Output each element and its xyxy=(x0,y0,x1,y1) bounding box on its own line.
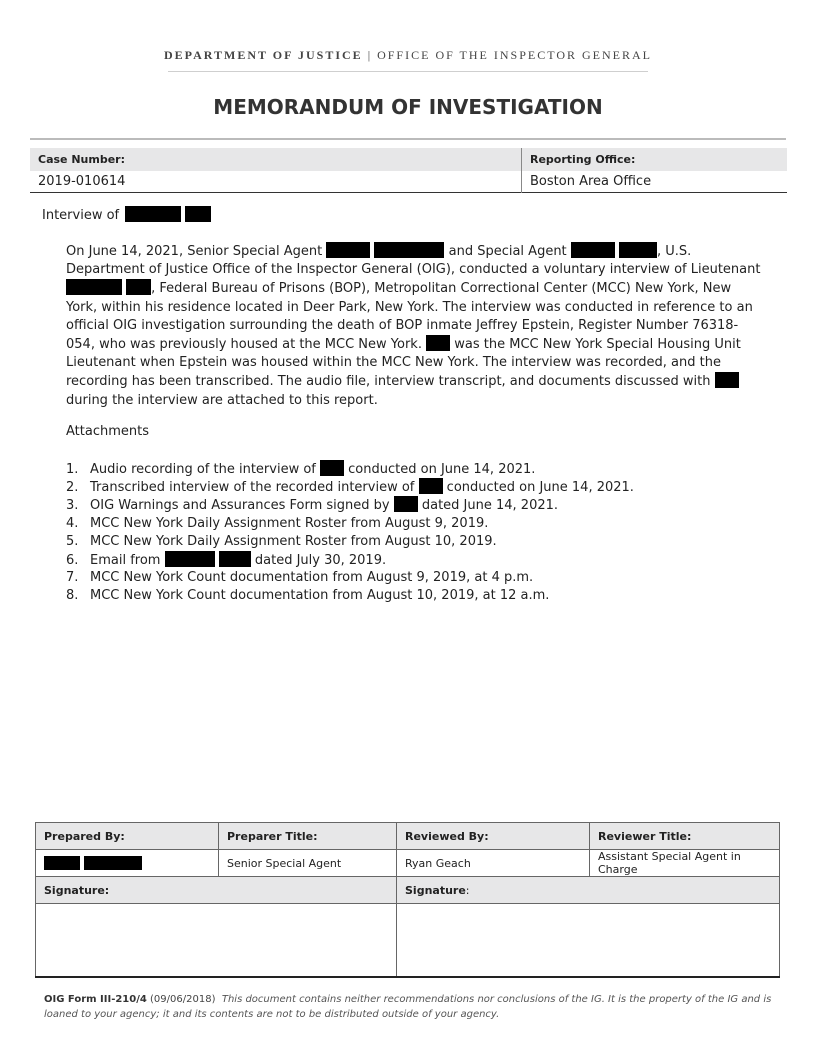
redaction-box xyxy=(426,335,450,351)
list-number: 1. xyxy=(66,462,79,477)
list-number: 8. xyxy=(66,588,79,604)
redaction-box xyxy=(394,496,418,512)
list-text: conducted on June 14, 2021. xyxy=(446,480,634,496)
list-text: MCC New York Count documentation from August 10, 2019, at 12 a.m. xyxy=(90,588,550,604)
redaction-box xyxy=(44,856,80,870)
title-divider xyxy=(30,138,786,140)
list-text: Transcribed interview of the recorded interview of xyxy=(90,480,415,496)
list-item xyxy=(66,533,766,551)
prepared-by-label: Prepared By: xyxy=(36,823,219,850)
redaction-box xyxy=(126,279,151,295)
list-text: dated June 14, 2021. xyxy=(421,498,559,514)
list-item xyxy=(66,551,766,569)
redaction-box xyxy=(66,279,122,295)
attachments-heading: Attachments xyxy=(66,424,149,439)
redaction-box xyxy=(619,242,657,258)
signature-label-text: Signature xyxy=(405,883,466,897)
redaction-box xyxy=(374,242,444,258)
body-paragraph xyxy=(66,242,766,410)
list-item xyxy=(66,569,766,587)
list-number: 7. xyxy=(66,570,79,586)
reviewer-title-value: Assistant Special Agent in Charge xyxy=(590,850,780,877)
interview-subject xyxy=(42,206,211,223)
preparer-title-label: Preparer Title: xyxy=(219,823,397,850)
redaction-box xyxy=(419,478,443,494)
body-text: , Federal Bureau of Prisons (BOP), Metropolitan Correctional Center (MCC) New York, New York, within his residence located in Deer Park, New York. The interview was conducted in reference to an official OIG investigation surrounding the death of BOP inmate Jeffrey Epstein, Register Number 76318-054, who was previously housed at the MCC New York. xyxy=(66,281,753,353)
preparer-title-value: Senior Special Agent xyxy=(219,850,397,877)
redaction-box xyxy=(84,856,142,870)
body-text: On June 14, 2021, Senior Special Agent xyxy=(66,244,323,259)
preparer-signature-area xyxy=(36,904,397,978)
redaction-box xyxy=(185,206,211,222)
list-item xyxy=(66,478,766,496)
form-date: (09/06/2018) xyxy=(150,994,216,1005)
list-text: dated July 30, 2019. xyxy=(254,552,387,568)
list-text: Audio recording of the interview of xyxy=(90,462,316,477)
reviewed-by-value: Ryan Geach xyxy=(397,850,590,877)
redaction-box xyxy=(219,551,251,567)
body-text: and Special Agent xyxy=(448,244,567,259)
body-text: was the MCC New York Special Housing Unit Lieutenant when Epstein was housed within the MCC New York. The interview was recorded, and the recording has been transcribed. The audio file, interview transcript, and documents discussed with xyxy=(66,337,741,390)
reviewer-title-label: Reviewer Title: xyxy=(590,823,780,850)
signature-table xyxy=(35,822,780,978)
signature-colon: : xyxy=(465,883,470,897)
case-info-table xyxy=(30,148,787,193)
reporting-office-value: Boston Area Office xyxy=(530,174,652,189)
list-item xyxy=(66,460,766,478)
reviewed-by-label: Reviewed By: xyxy=(397,823,590,850)
agency-name: DEPARTMENT OF JUSTICE xyxy=(163,48,363,62)
subject-prefix: Interview of xyxy=(42,208,120,223)
list-text: MCC New York Daily Assignment Roster from August 10, 2019. xyxy=(90,533,497,549)
header-separator: | xyxy=(367,48,373,62)
page-footer xyxy=(44,992,774,1022)
list-text: OIG Warnings and Assurances Form signed by xyxy=(90,498,390,514)
redaction-box xyxy=(165,551,215,567)
case-number-label: Case Number: xyxy=(30,148,522,171)
list-item xyxy=(66,587,766,605)
list-text: MCC New York Daily Assignment Roster from August 9, 2019. xyxy=(90,515,489,531)
list-number: 2. xyxy=(66,480,79,496)
list-number: 3. xyxy=(66,498,79,514)
prepared-by-value xyxy=(36,850,219,877)
reporting-office-label: Reporting Office: xyxy=(522,148,788,171)
reviewer-signature-label xyxy=(397,877,780,904)
attachments-list xyxy=(66,460,766,606)
office-name: OFFICE OF THE INSPECTOR GENERAL xyxy=(377,48,653,62)
body-text: during the interview are attached to this report. xyxy=(66,392,378,408)
list-number: 5. xyxy=(66,533,79,549)
list-number: 4. xyxy=(66,515,79,531)
redaction-box xyxy=(320,460,344,476)
header-divider xyxy=(168,71,648,72)
redaction-box xyxy=(571,242,615,258)
case-number-value: 2019-010614 xyxy=(30,171,522,193)
agency-header xyxy=(0,48,816,63)
form-id: OIG Form III-210/4 xyxy=(44,994,147,1005)
redaction-box xyxy=(125,206,181,222)
list-text: conducted on June 14, 2021. xyxy=(348,462,536,477)
reviewer-signature-area xyxy=(397,904,780,978)
footer-notice: This document contains neither recommendations nor conclusions of the IG. It is the property of the IG and is loaned to your agency; it and its contents are not to be distributed outside of your agency. xyxy=(44,994,772,1020)
list-item xyxy=(66,515,766,533)
list-item xyxy=(66,496,766,514)
body-text: , U.S. Department of Justice Office of the Inspector General (OIG), conducted a voluntary interview of Lieutenant xyxy=(66,244,761,278)
page-title: MEMORANDUM OF INVESTIGATION xyxy=(213,95,603,119)
list-number: 6. xyxy=(66,552,79,568)
list-text: MCC New York Count documentation from August 9, 2019, at 4 p.m. xyxy=(90,570,534,586)
redaction-box xyxy=(326,242,370,258)
preparer-signature-label: Signature: xyxy=(36,877,397,904)
list-text: Email from xyxy=(90,552,161,568)
redaction-box xyxy=(715,372,739,388)
